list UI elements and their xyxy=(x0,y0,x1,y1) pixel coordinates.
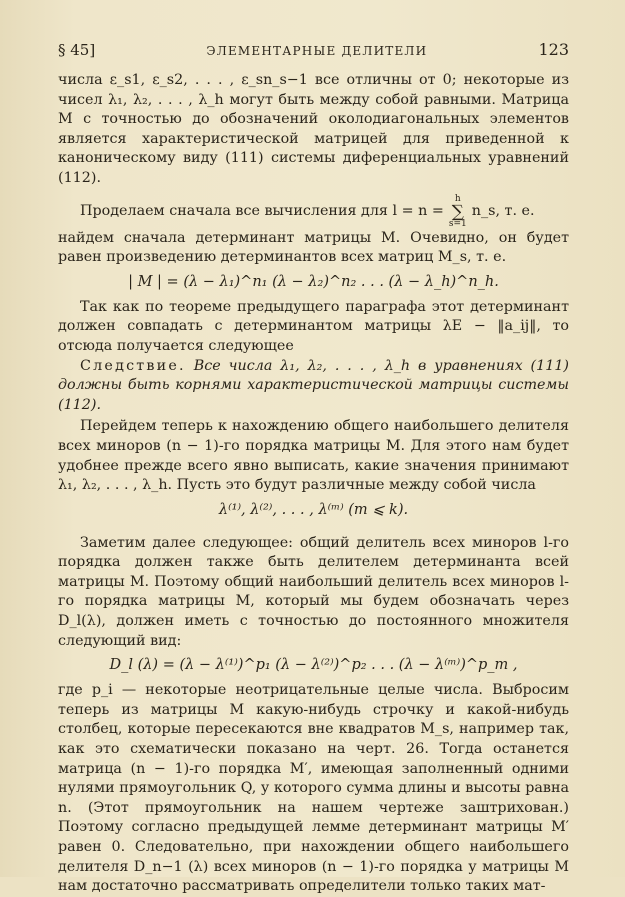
formula-determinant: | M | = (λ − λ₁)^n₁ (λ − λ₂)^n₂ . . . (λ − λ_h)^n_h. xyxy=(128,273,499,290)
corollary-label: Следствие. xyxy=(80,357,186,374)
paragraph-6: Заметим далее следующее: общий делитель всех миноров l-го порядка должен также быть делителем детерминанта всей матрицы M. Поэтому общий наибольший делитель всех миноров l-го порядка матрицы M, который мы будем обозначать через D_l(λ), должен иметь с точностью до постоянного множителя следующий вид: xyxy=(58,534,569,649)
running-head xyxy=(58,40,569,59)
formula-distinct-roots: λ⁽¹⁾, λ⁽²⁾, . . . , λ⁽ᵐ⁾ (m ⩽ k). xyxy=(218,501,409,518)
paragraph-5: Перейдем теперь к нахождению общего наибольшего делителя всех миноров (n − 1)-го порядка матрицы M. Для этого нам будет удобнее прежде всего явно выписать, какие значения принимают λ₁, λ₂, . . . , λ_h. Пусть это будут различные между собой числа xyxy=(58,418,569,494)
section-number: § 45] xyxy=(58,41,96,59)
spacer xyxy=(58,526,569,534)
page-number: 123 xyxy=(538,40,569,59)
corollary-text: Все числа λ₁, λ₂, . . . , λ_h в уравнениях (111) должны быть корнями характеристической матрицы системы (112). xyxy=(58,357,570,413)
formula-divisor: D_l (λ) = (λ − λ⁽¹⁾)^p₁ (λ − λ⁽²⁾)^p₂ . . . (λ − λ⁽ᵐ⁾)^p_m , xyxy=(109,657,518,674)
sum-lower-limit: s=1 xyxy=(448,218,467,229)
paragraph-2-tail: n_s, т. е. xyxy=(471,202,535,219)
summation-symbol xyxy=(449,195,467,229)
sigma-glyph: ∑ xyxy=(451,201,464,222)
paragraph-4: Так как по теореме предыдущего параграфа этот детерминант должен совпадать с детерминантом матрицы λE − ‖a_ij‖, то отсюда получается следующее xyxy=(58,298,569,354)
paragraph-3: найдем сначала детерминант матрицы M. Очевидно, он будет равен произведению детерминантов всех матриц M_s, т. е. xyxy=(58,229,569,266)
chapter-title: ЭЛЕМЕНТАРНЫЕ ДЕЛИТЕЛИ xyxy=(206,44,428,58)
paragraph-1: числа ε_s1, ε_s2, . . . , ε_sn_s−1 все отличны от 0; некоторые из чисел λ₁, λ₂, . . . , λ_h могут быть между собой равными. Матрица M с точностью до обозначений околодиагональных элементов является характеристической матрицей для приведенной к каноническому виду (111) системы диференциальных уравнений (112). xyxy=(58,72,569,186)
paragraph-7: где p_i — некоторые неотрицательные целые числа. Выбросим теперь из матрицы M какую-нибудь строчку и какой-нибудь столбец, которые пересекаются вне квадратов M_s, например так, как это схематически показано на черт. 26. Тогда останется матрица (n − 1)-го порядка M′, имеющая заполненный одними нулями прямоугольник Q, у которого сумма длины и высоты равна n. (Этот прямоугольник на нашем чертеже заштрихован.) Поэтому согласно предыдущей лемме детерминант матрицы M′ равен 0. Следовательно, при нахождении общего наибольшего делителя D_n−1 (λ) всех миноров (n − 1)-го порядка у матрицы M нам достаточно рассматривать определители только таких мат- xyxy=(58,682,569,895)
paragraph-2-text: Проделаем сначала все вычисления для l = n = xyxy=(80,202,444,219)
corollary xyxy=(58,357,569,416)
paragraph-2 xyxy=(58,195,569,229)
sum-upper-limit: h xyxy=(454,193,461,204)
